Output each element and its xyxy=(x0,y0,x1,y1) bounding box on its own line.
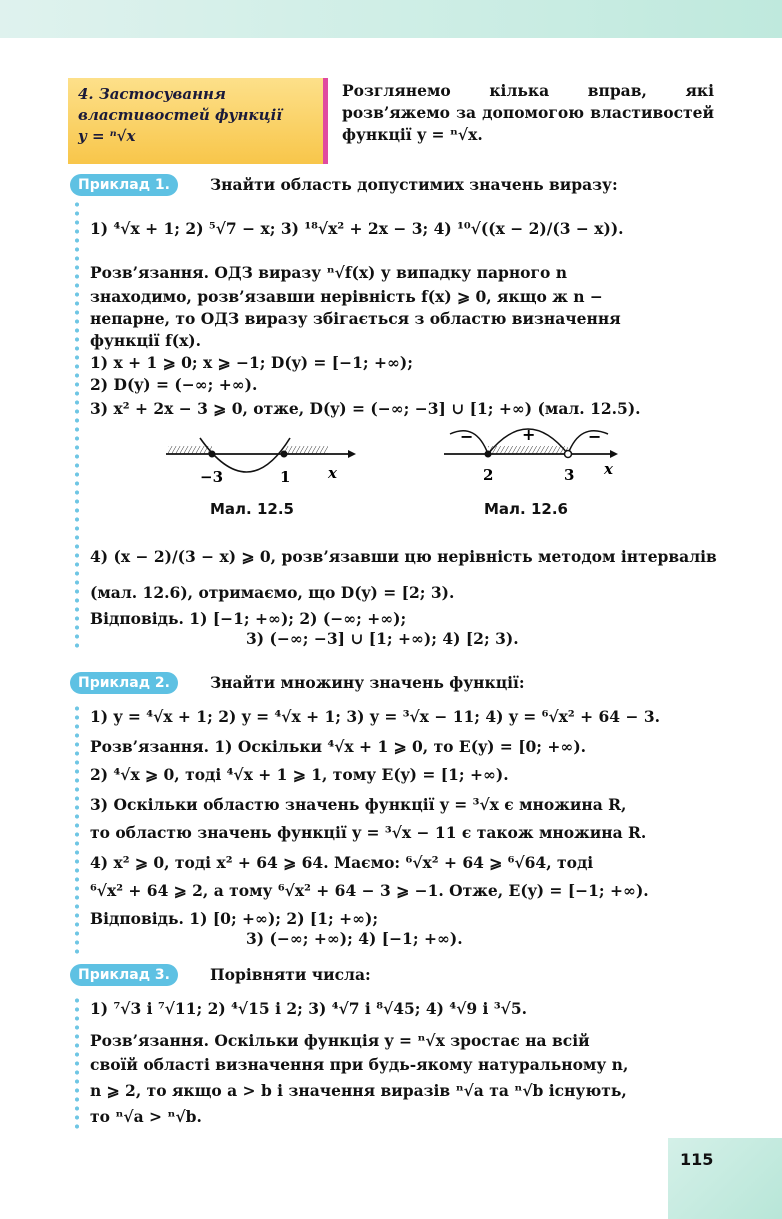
example1-solution-line: функції f(x). xyxy=(90,331,202,350)
example2-line: Розв’язання. 1) Оскільки ⁴√x + 1 ⩾ 0, то E(y) = [0; +∞). xyxy=(90,737,587,756)
example1-solution-line: 1) x + 1 ⩾ 0; x ⩾ −1; D(y) = [−1; +∞); xyxy=(90,353,413,372)
axis-label: x xyxy=(328,464,337,482)
example3-line: Розв’язання. Оскільки функція y = ⁿ√x зростає на всій xyxy=(90,1031,590,1050)
example3-line: 1) ⁷√3 і ⁷√11; 2) ⁴√15 і 2; 3) ⁴√7 і ⁸√45; 4) ⁴√9 і ³√5. xyxy=(90,999,527,1018)
sign-middle: + xyxy=(522,426,536,444)
hatched-region xyxy=(488,446,568,454)
dotted-rule-2 xyxy=(74,704,80,954)
hatched-region-left xyxy=(168,446,212,454)
example1-part4-line2: (мал. 12.6), отримаємо, що D(y) = [2; 3). xyxy=(90,583,455,602)
point-a xyxy=(485,451,492,458)
figure-12-5 xyxy=(160,432,360,492)
sign-right: − xyxy=(588,427,602,446)
example3-line: n ⩾ 2, то якщо a > b і значення виразів ⁿ√a та ⁿ√b існують, xyxy=(90,1081,627,1100)
label-b: 1 xyxy=(280,468,291,486)
figure-12-5-caption: Мал. 12.5 xyxy=(210,500,294,518)
example1-badge: Приклад 1. xyxy=(70,174,178,196)
example1-solution-line: 3) x² + 2x − 3 ⩾ 0, отже, D(y) = (−∞; −3] ∪ [1; +∞) (мал. 12.5). xyxy=(90,399,641,418)
dotted-rule-1 xyxy=(74,200,80,650)
point-b xyxy=(565,451,572,458)
point-a xyxy=(209,451,216,458)
top-decor-band xyxy=(0,0,782,38)
example3-badge: Приклад 3. xyxy=(70,964,178,986)
axis-label: x xyxy=(604,460,613,478)
intro-paragraph: Розглянемо кілька вправ, які розв’яжемо за допомогою властивостей функції y = ⁿ√x. xyxy=(342,81,714,144)
arrow-head xyxy=(610,450,618,458)
example1-solution-line: Розв’язання. ОДЗ виразу ⁿ√f(x) у випадку парного n xyxy=(90,263,568,282)
example2-answer-line1: Відповідь. 1) [0; +∞); 2) [1; +∞); xyxy=(90,909,379,928)
example1-solution-line: знаходимо, розв’язавши нерівність f(x) ⩾ 0, якщо ж n − xyxy=(90,287,603,306)
section-title-line2: властивостей функції xyxy=(78,106,283,124)
figure-12-6-caption: Мал. 12.6 xyxy=(484,500,568,518)
example2-line: 1) y = ⁴√x + 1; 2) y = ⁴√x + 1; 3) y = ³√x − 11; 4) y = ⁶√x² + 64 − 3. xyxy=(90,707,661,726)
example1-answer-line2: 3) (−∞; −3] ∪ [1; +∞); 4) [2; 3). xyxy=(246,629,519,648)
label-b: 3 xyxy=(564,466,575,484)
figure-12-6 xyxy=(440,426,630,492)
example3-line: своїй області визначення при будь-якому натуральному n, xyxy=(90,1055,629,1074)
example2-line: ⁶√x² + 64 ⩾ 2, а тому ⁶√x² + 64 − 3 ⩾ −1. Отже, E(y) = [−1; +∞). xyxy=(90,881,649,900)
example1-answer-line1: Відповідь. 1) [−1; +∞); 2) (−∞; +∞); xyxy=(90,609,407,628)
example1-solution-line: непарне, то ОДЗ виразу збігається з областю визначення xyxy=(90,309,621,328)
dotted-rule-3 xyxy=(74,996,80,1132)
arrow-head xyxy=(348,450,356,458)
example2-line: 4) x² ⩾ 0, тоді x² + 64 ⩾ 64. Маємо: ⁶√x² + 64 ⩾ ⁶√64, тоді xyxy=(90,853,594,872)
example1-solution-line: 2) D(y) = (−∞; +∞). xyxy=(90,375,258,394)
example1-items: 1) ⁴√x + 1; 2) ⁵√7 − x; 3) ¹⁸√x² + 2x − 3; 4) ¹⁰√((x − 2)/(3 − x)). xyxy=(90,219,624,238)
example2-line: 2) ⁴√x ⩾ 0, тоді ⁴√x + 1 ⩾ 1, тому E(y) = [1; +∞). xyxy=(90,765,509,784)
example2-line: 3) Оскільки областю значень функції y = ³√x є множина R, xyxy=(90,795,627,814)
example1-part4-line1: 4) (x − 2)/(3 − x) ⩾ 0, розв’язавши цю нерівність методом інтервалів xyxy=(90,547,717,566)
example2-line: то областю значень функції y = ³√x − 11 є також множина R. xyxy=(90,823,647,842)
example2-task: Знайти множину значень функції: xyxy=(210,673,525,692)
page-number: 115 xyxy=(680,1150,714,1169)
example2-answer-line2: 3) (−∞; +∞); 4) [−1; +∞). xyxy=(246,929,463,948)
example1-task: Знайти область допустимих значень виразу: xyxy=(210,175,618,194)
sign-left: − xyxy=(460,427,474,446)
point-b xyxy=(281,451,288,458)
hatched-region-right xyxy=(284,446,328,454)
example2-badge: Приклад 2. xyxy=(70,672,178,694)
label-a: 2 xyxy=(483,466,494,484)
example3-task: Порівняти числа: xyxy=(210,965,371,984)
section-title-box xyxy=(68,78,328,164)
label-a: −3 xyxy=(200,468,224,486)
example3-line: то ⁿ√a > ⁿ√b. xyxy=(90,1107,202,1126)
section-title-line3: y = ⁿ√x xyxy=(78,127,136,145)
section-title-line1: 4. Застосування xyxy=(78,85,226,103)
